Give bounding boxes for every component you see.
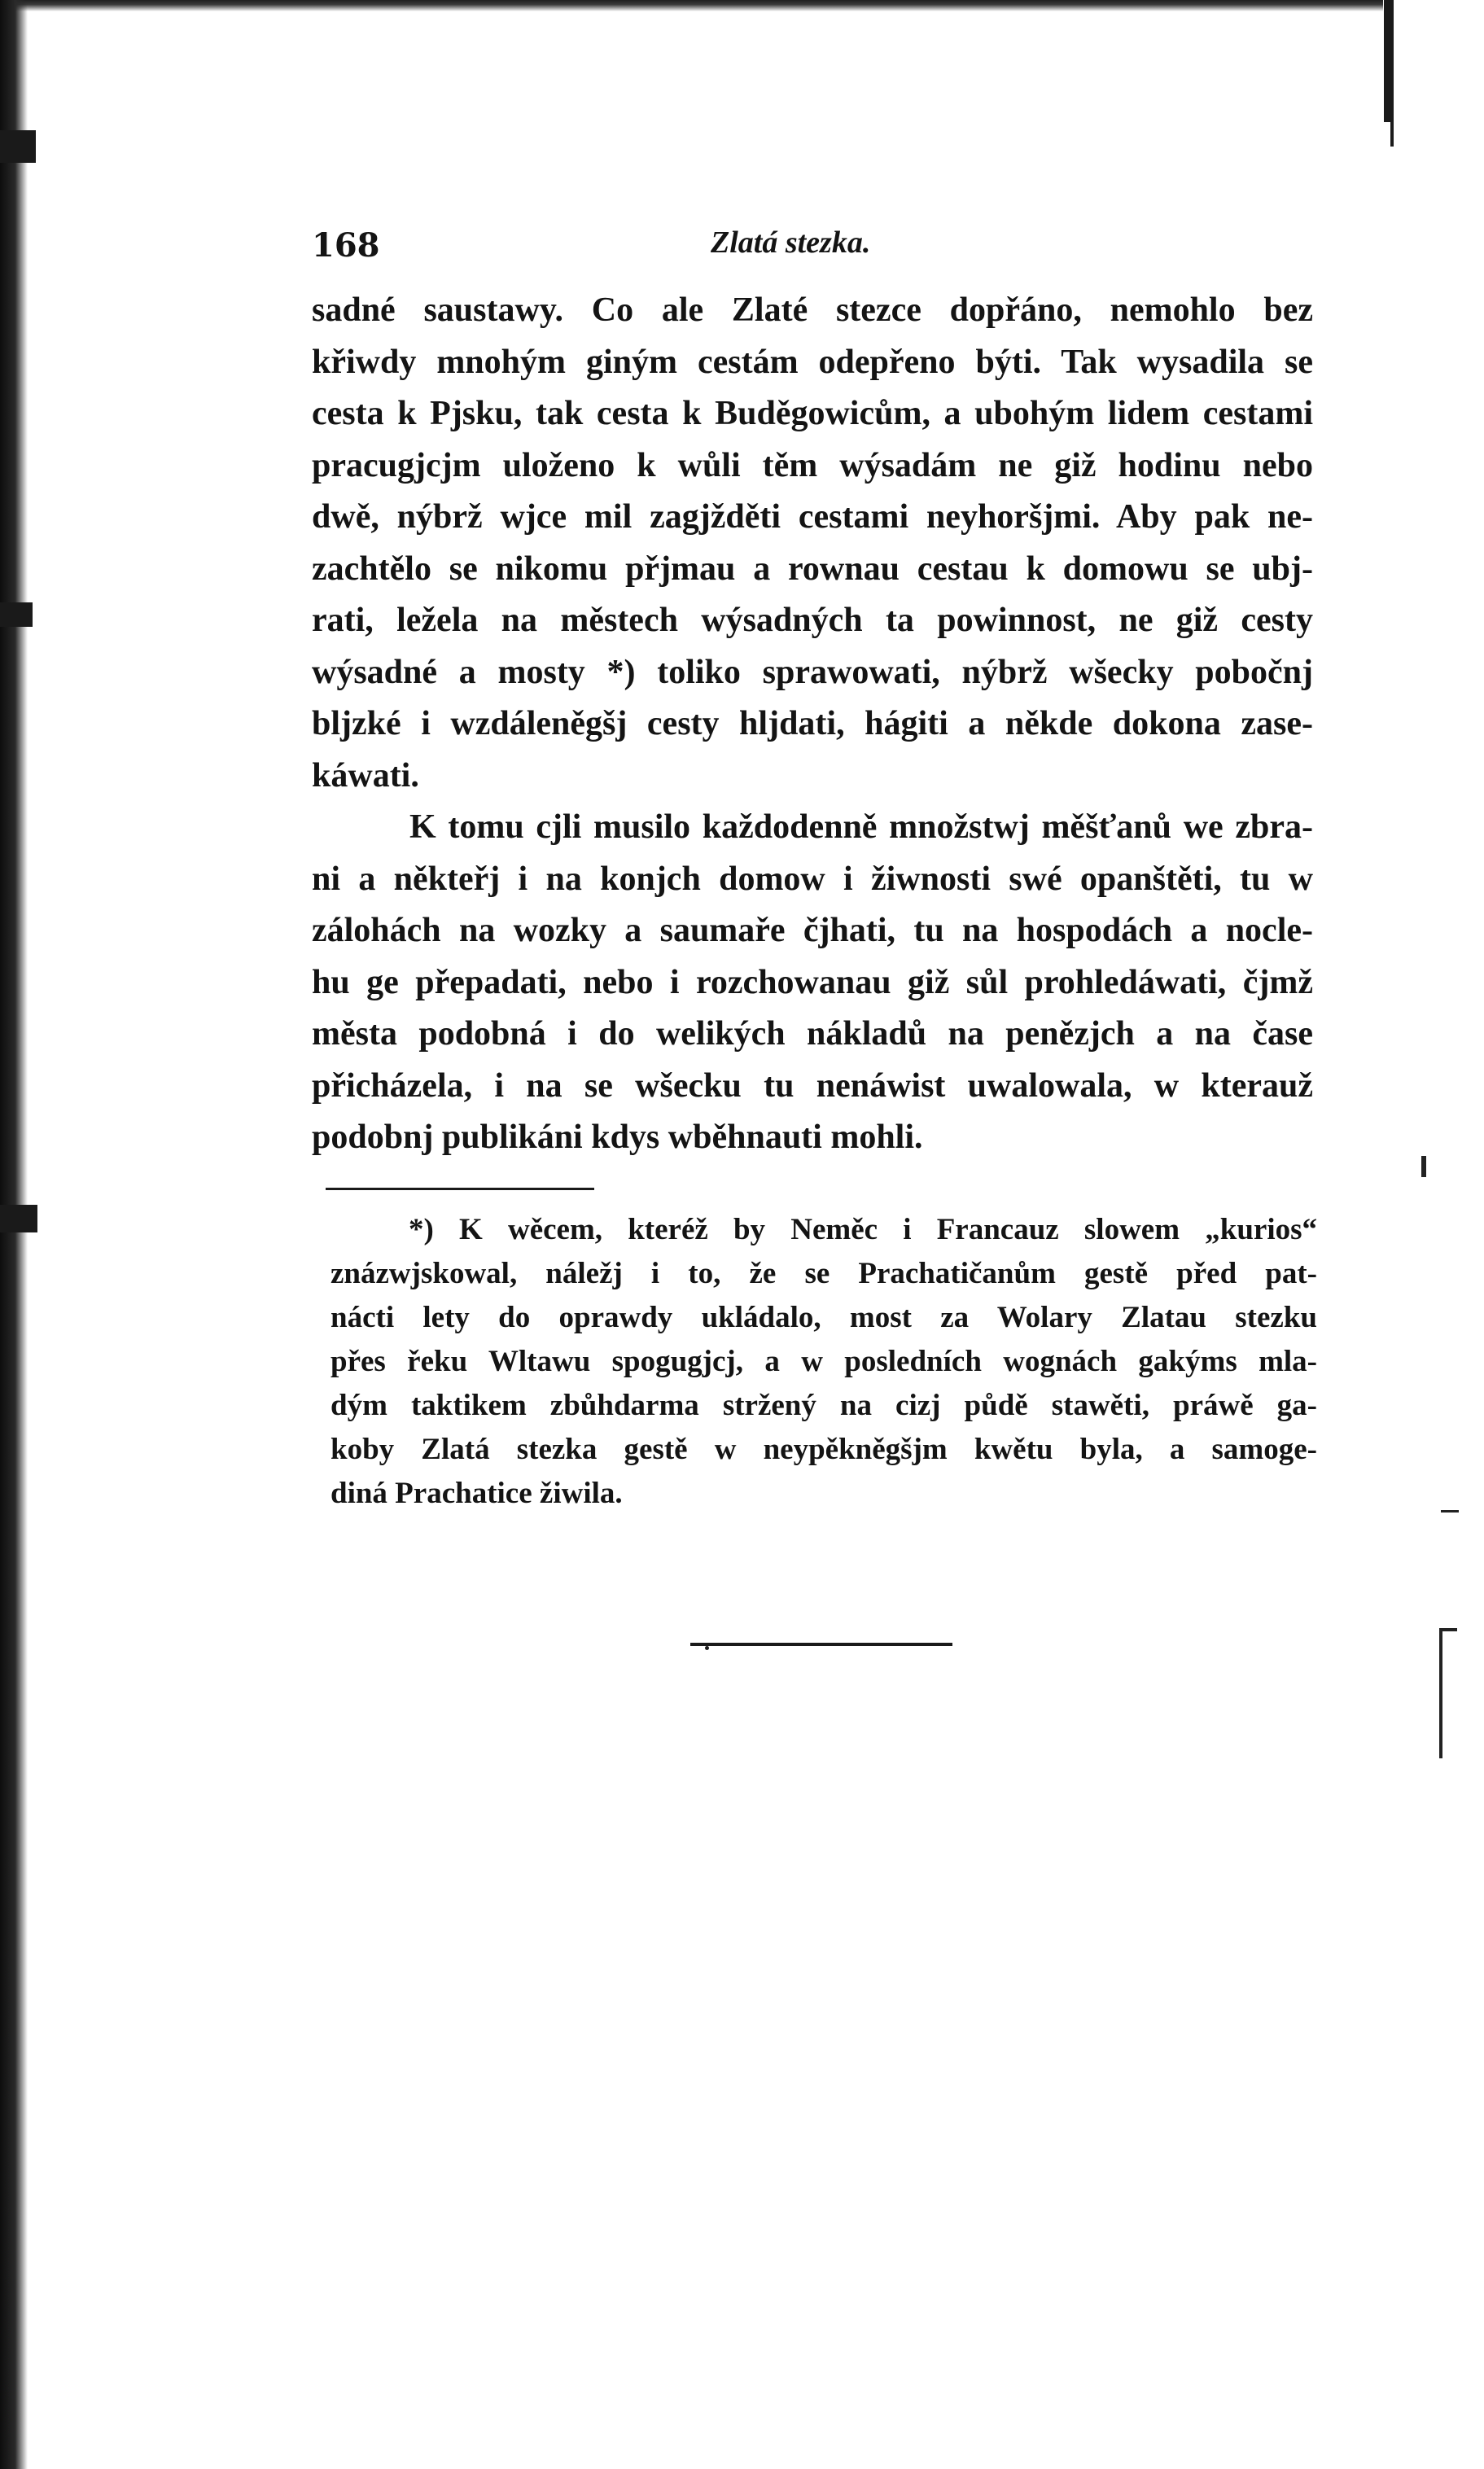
text-line: rati, ležela na městech wýsadných ta powinnost, ne giž cesty <box>312 602 1313 639</box>
page-title: Zlatá stezka. <box>711 225 871 260</box>
text-line: dwě, nýbrž wjce mil zagjžděti cestami neyhoršjmi. Aby pak ne- <box>312 498 1313 536</box>
scan-right-mark <box>1441 1510 1459 1512</box>
text-line: zachtělo se nikomu přjmau a rownau cestau k domowu se ubj- <box>312 549 1313 588</box>
text-line: křiwdy mnohým giným cestám odepřeno býti. Tak wysadila se <box>312 343 1313 381</box>
scan-right-edge-line <box>1390 0 1394 147</box>
text-line: zálohách na wozky a saumaře čjhati, tu na hospodách a nocle- <box>312 912 1313 949</box>
text-line: přicházela, i na se wšecku tu nenáwist uwalowala, w kterauž <box>312 1066 1313 1105</box>
text-line: sadné saustawy. Co ale Zlaté stezce dopřáno, nemohlo bez <box>312 291 1313 329</box>
end-rule <box>690 1643 952 1646</box>
text-line: káwati. <box>312 756 419 795</box>
running-head <box>312 218 1313 267</box>
scan-left-notch <box>0 1205 37 1232</box>
end-rule-dot <box>705 1646 709 1650</box>
page-number: 168 <box>312 226 380 265</box>
scan-left-edge <box>0 0 28 2469</box>
footnote-line: nácti lety do oprawdy ukládalo, most za Wolary Zlatau stezku <box>331 1301 1317 1334</box>
text-line: hu ge přepadati, nebo i rozchowanau giž sůl prohledáwati, čjmž <box>312 963 1313 1001</box>
scan-top-edge <box>0 0 1484 11</box>
text-line: bljzké i wzdáleněgšj cesty hljdati, hágiti a někde dokona zase- <box>312 705 1313 742</box>
scan-right-mark <box>1439 1628 1442 1758</box>
footnote-line: znázwjskowal, náležj i to, že se Prachatičanům gestě před pat- <box>331 1257 1317 1290</box>
text-line: pracugjcjm uloženo k wůli těm wýsadám ne giž hodinu nebo <box>312 446 1313 484</box>
scan-left-notch <box>0 602 33 627</box>
text-line: wýsadné a mosty *) toliko sprawowati, nýbrž wšecky pobočnj <box>312 653 1313 691</box>
scan-left-notch <box>0 130 36 163</box>
text-line: K tomu cjli musilo každodenně množstwj měšťanů we zbra- <box>409 808 1313 846</box>
main-text <box>312 285 1313 1164</box>
text-line: ni a někteřj i na konjch domow i žiwnosti swé opanštěti, tu w <box>312 860 1313 898</box>
footnote-line: dým taktikem zbůhdarma stržený na cizj půdě stawěti, práwě ga- <box>331 1389 1317 1422</box>
footnote-line: diná Prachatice žiwila. <box>331 1477 623 1510</box>
footnote-separator <box>326 1188 594 1190</box>
footnote-line: přes řeku Wltawu spogugjcj, a w posledních wognách gakýms mla- <box>331 1345 1317 1378</box>
scan-right-mark <box>1439 1628 1457 1631</box>
scan-right-edge-line <box>1384 0 1390 122</box>
scan-right-mark <box>1421 1156 1426 1177</box>
footnote-line: *) K wěcem, kteréž by Neměc i Francauz slowem „kurios“ <box>409 1213 1317 1246</box>
text-line: cesta k Pjsku, tak cesta k Buděgowicům, a ubohým lidem cestami <box>312 395 1313 432</box>
scan-right-margin <box>1383 0 1484 2469</box>
footnote <box>331 1208 1317 1516</box>
footnote-line: koby Zlatá stezka gestě w neypěkněgšjm kwětu byla, a samoge- <box>331 1433 1317 1466</box>
text-line: města podobná i do welikých nákladů na penězjch a na čase <box>312 1015 1313 1053</box>
text-line: podobnj publikáni kdys wběhnauti mohli. <box>312 1118 923 1156</box>
